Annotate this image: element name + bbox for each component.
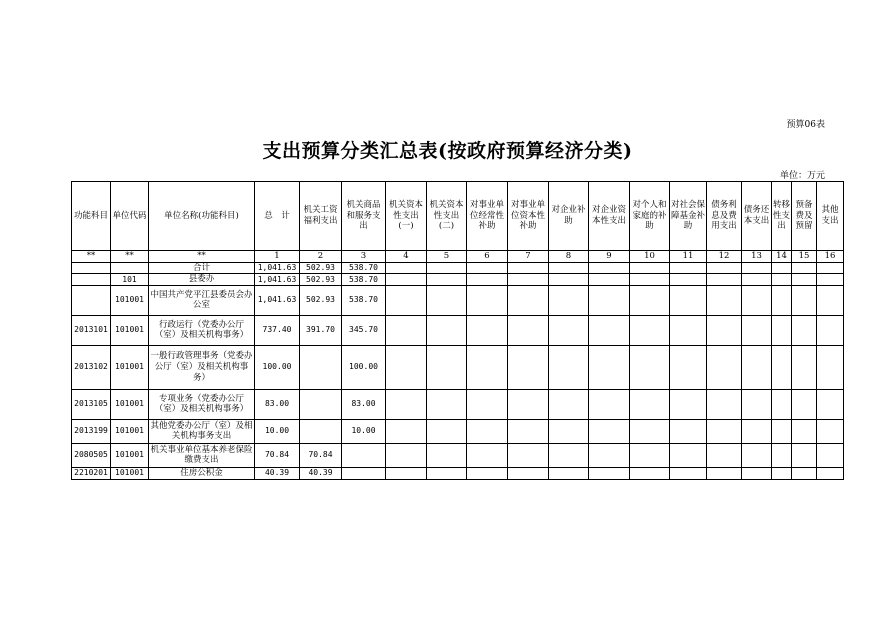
goods-services-cell: 345.70 <box>342 315 386 345</box>
empty-cell <box>630 419 670 443</box>
unit-code-cell: 101001 <box>111 467 149 479</box>
column-header: 机关商品和服务支出 <box>342 182 386 251</box>
column-header: 机关工资福利支出 <box>300 182 342 251</box>
column-header: 对事业单位经常性补助 <box>467 182 508 251</box>
empty-cell <box>508 419 549 443</box>
column-header: 对企业补助 <box>549 182 589 251</box>
unit-label: 单位：万元 <box>779 171 825 181</box>
column-code: 7 <box>508 251 549 263</box>
func-code-cell: 2013102 <box>72 345 111 389</box>
empty-cell <box>589 467 630 479</box>
empty-cell <box>817 274 844 286</box>
empty-cell <box>742 467 772 479</box>
empty-cell <box>792 419 817 443</box>
column-header: 单位代码 <box>111 182 149 251</box>
empty-cell <box>742 389 772 419</box>
salary-cell: 391.70 <box>300 315 342 345</box>
table-row <box>72 443 844 467</box>
func-code-cell: 2013105 <box>72 389 111 419</box>
empty-cell <box>549 443 589 467</box>
func-code-cell <box>72 285 111 315</box>
empty-cell <box>549 419 589 443</box>
empty-cell <box>742 285 772 315</box>
empty-cell <box>670 389 707 419</box>
empty-cell <box>467 443 508 467</box>
column-code: 4 <box>386 251 427 263</box>
empty-cell <box>742 443 772 467</box>
empty-cell <box>772 467 792 479</box>
column-header: 单位名称(功能科目) <box>149 182 255 251</box>
salary-cell <box>300 345 342 389</box>
empty-cell <box>772 443 792 467</box>
empty-cell <box>707 389 742 419</box>
empty-cell <box>817 345 844 389</box>
empty-cell <box>817 389 844 419</box>
empty-cell <box>386 467 427 479</box>
salary-cell: 70.84 <box>300 443 342 467</box>
empty-cell <box>467 274 508 286</box>
empty-cell <box>817 285 844 315</box>
empty-cell <box>508 274 549 286</box>
unit-code-cell: 101001 <box>111 443 149 467</box>
empty-cell <box>817 443 844 467</box>
empty-cell <box>467 467 508 479</box>
empty-cell <box>467 419 508 443</box>
empty-cell <box>386 389 427 419</box>
empty-cell <box>589 262 630 274</box>
total-cell: 83.00 <box>255 389 300 419</box>
empty-cell <box>427 285 467 315</box>
unit-name-cell: 专项业务（党委办公厅（室）及相关机构事务） <box>149 389 255 419</box>
empty-cell <box>630 345 670 389</box>
empty-cell <box>589 274 630 286</box>
empty-cell <box>742 419 772 443</box>
empty-cell <box>427 262 467 274</box>
goods-services-cell: 83.00 <box>342 389 386 419</box>
column-header: 其他支出 <box>817 182 844 251</box>
empty-cell <box>589 389 630 419</box>
empty-cell <box>772 315 792 345</box>
table-row <box>72 262 844 274</box>
empty-cell <box>742 274 772 286</box>
column-header: 转移性支出 <box>772 182 792 251</box>
column-code: ** <box>149 251 255 263</box>
empty-cell <box>386 285 427 315</box>
column-code: 5 <box>427 251 467 263</box>
empty-cell <box>707 345 742 389</box>
form-number: 预算06表 <box>786 120 825 130</box>
total-cell: 1,041.63 <box>255 285 300 315</box>
column-code: ** <box>111 251 149 263</box>
empty-cell <box>589 315 630 345</box>
empty-cell <box>549 285 589 315</box>
header-row <box>72 182 844 251</box>
table-row <box>72 389 844 419</box>
empty-cell <box>549 345 589 389</box>
empty-cell <box>386 262 427 274</box>
total-cell: 70.84 <box>255 443 300 467</box>
table-row <box>72 419 844 443</box>
empty-cell <box>817 262 844 274</box>
total-cell: 100.00 <box>255 345 300 389</box>
empty-cell <box>508 443 549 467</box>
column-code: 11 <box>670 251 707 263</box>
column-header: 债务还本支出 <box>742 182 772 251</box>
empty-cell <box>792 389 817 419</box>
unit-code-cell: 101001 <box>111 389 149 419</box>
empty-cell <box>630 315 670 345</box>
empty-cell <box>670 315 707 345</box>
empty-cell <box>630 274 670 286</box>
unit-name-cell: 机关事业单位基本养老保险缴费支出 <box>150 444 253 466</box>
goods-services-cell: 538.70 <box>342 285 386 315</box>
empty-cell <box>630 262 670 274</box>
empty-cell <box>670 467 707 479</box>
empty-cell <box>549 389 589 419</box>
column-code: 15 <box>792 251 817 263</box>
func-code-cell: 2080505 <box>72 443 111 467</box>
empty-cell <box>707 285 742 315</box>
salary-cell: 40.39 <box>300 467 342 479</box>
total-cell: 40.39 <box>255 467 300 479</box>
empty-cell <box>742 315 772 345</box>
empty-cell <box>549 315 589 345</box>
column-header: 机关资本性支出(一) <box>386 182 427 251</box>
empty-cell <box>817 467 844 479</box>
empty-cell <box>670 274 707 286</box>
goods-services-cell: 538.70 <box>342 262 386 274</box>
empty-cell <box>772 345 792 389</box>
unit-code-cell: 101001 <box>111 419 149 443</box>
empty-cell <box>630 443 670 467</box>
salary-cell <box>300 389 342 419</box>
func-code-cell <box>72 262 111 274</box>
empty-cell <box>742 262 772 274</box>
column-header: 机关资本性支出(二) <box>427 182 467 251</box>
unit-name-cell: 其他党委办公厅（室）及相关机构事务支出 <box>150 420 253 442</box>
column-code: 1 <box>255 251 300 263</box>
empty-cell <box>467 285 508 315</box>
empty-cell <box>630 389 670 419</box>
func-code-cell: 2210201 <box>72 467 111 479</box>
empty-cell <box>707 315 742 345</box>
unit-code-cell: 101001 <box>111 345 149 389</box>
table-row <box>72 274 844 286</box>
empty-cell <box>707 274 742 286</box>
func-code-cell: 2013101 <box>72 315 111 345</box>
empty-cell <box>742 345 772 389</box>
column-code: 8 <box>549 251 589 263</box>
empty-cell <box>549 467 589 479</box>
empty-cell <box>707 467 742 479</box>
unit-code-cell: 101 <box>111 274 149 286</box>
empty-cell <box>427 419 467 443</box>
empty-cell <box>467 345 508 389</box>
empty-cell <box>792 285 817 315</box>
empty-cell <box>427 274 467 286</box>
goods-services-cell: 100.00 <box>342 345 386 389</box>
empty-cell <box>508 262 549 274</box>
empty-cell <box>707 419 742 443</box>
salary-cell: 502.93 <box>300 285 342 315</box>
unit-code-cell: 101001 <box>111 285 149 315</box>
column-header: 总 计 <box>255 182 300 251</box>
empty-cell <box>589 419 630 443</box>
total-cell: 737.40 <box>255 315 300 345</box>
total-cell: 1,041.63 <box>255 262 300 274</box>
empty-cell <box>670 262 707 274</box>
empty-cell <box>467 389 508 419</box>
func-code-cell: 2013199 <box>72 419 111 443</box>
unit-name-cell: 行政运行（党委办公厅（室）及相关机构事务） <box>149 315 255 345</box>
column-code: 14 <box>772 251 792 263</box>
goods-services-cell <box>342 443 386 467</box>
empty-cell <box>670 345 707 389</box>
empty-cell <box>670 443 707 467</box>
goods-services-cell <box>342 467 386 479</box>
empty-cell <box>508 467 549 479</box>
empty-cell <box>792 262 817 274</box>
goods-services-cell: 538.70 <box>342 274 386 286</box>
salary-cell: 502.93 <box>300 262 342 274</box>
empty-cell <box>772 285 792 315</box>
empty-cell <box>772 389 792 419</box>
empty-cell <box>427 389 467 419</box>
empty-cell <box>386 443 427 467</box>
budget-table <box>71 181 844 480</box>
empty-cell <box>792 443 817 467</box>
empty-cell <box>386 274 427 286</box>
empty-cell <box>670 419 707 443</box>
table-row <box>72 467 844 479</box>
table-row <box>72 345 844 389</box>
column-header: 对社会保障基金补助 <box>670 182 707 251</box>
column-header: 功能科目 <box>72 182 111 251</box>
table-row <box>72 315 844 345</box>
unit-code-cell: 101001 <box>111 315 149 345</box>
empty-cell <box>467 315 508 345</box>
column-header: 预备费及预留 <box>792 182 817 251</box>
total-cell: 1,041.63 <box>255 274 300 286</box>
empty-cell <box>792 274 817 286</box>
empty-cell <box>630 467 670 479</box>
column-header: 债务利息及费用支出 <box>707 182 742 251</box>
column-code: 6 <box>467 251 508 263</box>
column-header: 对事业单位资本性补助 <box>508 182 549 251</box>
column-code: 9 <box>589 251 630 263</box>
table-body <box>72 262 844 479</box>
empty-cell <box>772 419 792 443</box>
empty-cell <box>549 262 589 274</box>
salary-cell: 502.93 <box>300 274 342 286</box>
unit-name-cell: 合计 <box>149 262 255 274</box>
page-title: 支出预算分类汇总表(按政府预算经济分类) <box>262 140 633 162</box>
empty-cell <box>427 467 467 479</box>
empty-cell <box>670 285 707 315</box>
unit-name-cell: 县委办 <box>149 274 255 286</box>
empty-cell <box>386 345 427 389</box>
column-header: 对个人和家庭的补助 <box>630 182 670 251</box>
empty-cell <box>589 285 630 315</box>
empty-cell <box>792 315 817 345</box>
empty-cell <box>792 345 817 389</box>
table-row <box>72 285 844 315</box>
column-code: 13 <box>742 251 772 263</box>
column-code: 12 <box>707 251 742 263</box>
empty-cell <box>508 345 549 389</box>
unit-name-cell: 住房公积金 <box>149 467 255 479</box>
goods-services-cell: 10.00 <box>342 419 386 443</box>
empty-cell <box>772 274 792 286</box>
empty-cell <box>630 285 670 315</box>
empty-cell <box>707 262 742 274</box>
empty-cell <box>589 345 630 389</box>
unit-name-cell: 一般行政管理事务（党委办公厅（室）及相关机构事务） <box>149 345 255 389</box>
empty-cell <box>508 389 549 419</box>
column-code: 2 <box>300 251 342 263</box>
header-code-row <box>72 251 844 263</box>
empty-cell <box>549 274 589 286</box>
empty-cell <box>772 262 792 274</box>
column-code: ** <box>72 251 111 263</box>
total-cell: 10.00 <box>255 419 300 443</box>
salary-cell <box>300 419 342 443</box>
unit-name-cell: 中国共产党平江县委员会办公室 <box>149 285 255 315</box>
empty-cell <box>386 419 427 443</box>
empty-cell <box>508 285 549 315</box>
column-code: 10 <box>630 251 670 263</box>
empty-cell <box>817 315 844 345</box>
empty-cell <box>707 443 742 467</box>
empty-cell <box>508 315 549 345</box>
column-code: 16 <box>817 251 844 263</box>
unit-code-cell <box>111 262 149 274</box>
empty-cell <box>817 419 844 443</box>
column-header: 对企业资本性支出 <box>589 182 630 251</box>
empty-cell <box>792 467 817 479</box>
func-code-cell <box>72 274 111 286</box>
empty-cell <box>386 315 427 345</box>
empty-cell <box>427 443 467 467</box>
empty-cell <box>427 345 467 389</box>
empty-cell <box>467 262 508 274</box>
empty-cell <box>589 443 630 467</box>
empty-cell <box>427 315 467 345</box>
column-code: 3 <box>342 251 386 263</box>
